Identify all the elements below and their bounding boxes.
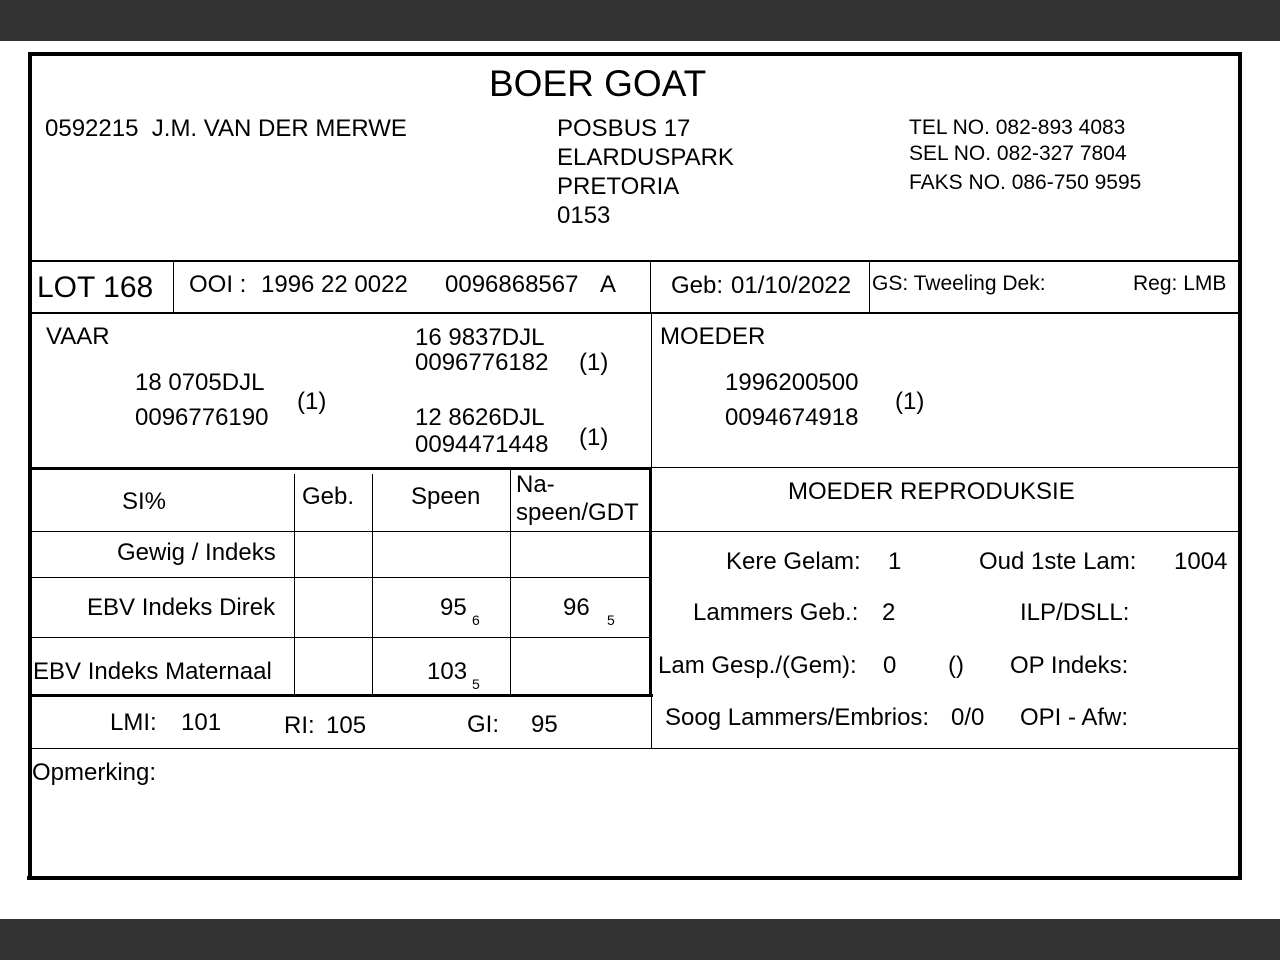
sire-id: 18 0705DJL bbox=[135, 369, 265, 396]
dam-number: 0094674918 bbox=[725, 404, 859, 431]
kere-gelam-label: Kere Gelam: bbox=[726, 548, 861, 575]
soog-lammers-label: Soog Lammers/Embrios: bbox=[665, 704, 930, 731]
soog-lammers-value: 0/0 bbox=[951, 704, 985, 731]
row-label-ebv-direk: EBV Indeks Direk bbox=[87, 594, 276, 621]
geb-label: Geb: bbox=[671, 272, 724, 299]
gs-cell-divider bbox=[869, 261, 870, 313]
address-line-2: ELARDUSPARK bbox=[557, 144, 734, 171]
si-bottom-line bbox=[31, 694, 653, 697]
direk-speen-value: 95 bbox=[440, 594, 467, 621]
si-col-divider-1 bbox=[294, 474, 295, 695]
ooi-number: 0096868567 bbox=[445, 271, 579, 298]
lammers-geb-label: Lammers Geb.: bbox=[693, 599, 859, 626]
owner-name: 0592215 J.M. VAN DER MERWE bbox=[45, 115, 407, 142]
sire-sire-number: 0096776182 bbox=[415, 349, 549, 376]
faks-number: FAKS NO. 086-750 9595 bbox=[909, 171, 1142, 194]
si-table-right-border bbox=[649, 469, 652, 696]
ooi-label: OOI : bbox=[189, 271, 247, 298]
direk-naspeen-sub: 5 bbox=[607, 612, 615, 628]
address-line-1: POSBUS 17 bbox=[557, 115, 691, 142]
ri-value: 105 bbox=[326, 712, 367, 739]
lmi-value: 101 bbox=[181, 709, 222, 736]
lam-gesp-value: 0 bbox=[883, 652, 897, 679]
sire-sire-count: (1) bbox=[579, 349, 609, 376]
op-indeks-label: OP Indeks: bbox=[1010, 652, 1129, 679]
si-row1-line bbox=[31, 577, 651, 578]
lot-cell-divider bbox=[173, 261, 174, 313]
opmerking-label: Opmerking: bbox=[32, 759, 157, 786]
row-label-ebv-maternaal: EBV Indeks Maternaal bbox=[33, 658, 272, 685]
divider-lot bbox=[31, 312, 1239, 314]
gi-label: GI: bbox=[467, 711, 500, 738]
divider-header bbox=[31, 260, 1239, 262]
vaar-label: VAAR bbox=[46, 323, 110, 350]
maternaal-speen-sub: 5 bbox=[472, 676, 480, 692]
si-col-divider-2 bbox=[372, 474, 373, 695]
col-header-geb: Geb. bbox=[302, 483, 355, 510]
col-header-naspeen-2: speen/GDT bbox=[516, 499, 639, 526]
divider-pedigree bbox=[31, 467, 652, 470]
row-label-gewig: Gewig / Indeks bbox=[117, 539, 276, 566]
sire-number: 0096776190 bbox=[135, 404, 269, 431]
address-line-4: 0153 bbox=[557, 202, 611, 229]
border-top bbox=[29, 52, 1242, 56]
sire-dam-number: 0094471448 bbox=[415, 431, 549, 458]
si-col-divider-3 bbox=[510, 469, 511, 695]
direk-naspeen-value: 96 bbox=[563, 594, 590, 621]
opi-afw-label: OPI - Afw: bbox=[1020, 704, 1129, 731]
dam-count: (1) bbox=[895, 388, 925, 415]
sire-dam-count: (1) bbox=[579, 424, 609, 451]
sire-sire-id: 16 9837DJL bbox=[415, 324, 545, 351]
page-title: BOER GOAT bbox=[489, 63, 707, 104]
border-right bbox=[1238, 52, 1242, 880]
ri-label: RI: bbox=[284, 712, 315, 739]
oud-1ste-lam-label: Oud 1ste Lam: bbox=[979, 548, 1137, 575]
reg-label: Reg: LMB bbox=[1133, 272, 1227, 295]
sel-number: SEL NO. 082-327 7804 bbox=[909, 142, 1127, 165]
kere-gelam-value: 1 bbox=[888, 548, 902, 575]
address-line-3: PRETORIA bbox=[557, 173, 680, 200]
direk-speen-sub: 6 bbox=[472, 612, 480, 628]
oud-1ste-lam-value: 1004 bbox=[1174, 548, 1228, 575]
lam-gem-value: () bbox=[948, 652, 964, 679]
border-bottom bbox=[27, 876, 1242, 880]
col-header-naspeen-1: Na- bbox=[516, 471, 555, 498]
sire-count: (1) bbox=[297, 388, 327, 415]
lot-label: LOT 168 bbox=[37, 271, 154, 304]
moeder-label: MOEDER bbox=[660, 323, 766, 350]
col-header-speen: Speen bbox=[411, 483, 481, 510]
border-left bbox=[28, 52, 32, 880]
ilp-dsll-label: ILP/DSLL: bbox=[1020, 599, 1130, 626]
si-header-line bbox=[31, 531, 1239, 532]
gi-value: 95 bbox=[531, 711, 558, 738]
maternaal-speen-value: 103 bbox=[427, 658, 468, 685]
si-row2-line bbox=[31, 637, 651, 638]
geb-date: 01/10/2022 bbox=[731, 272, 852, 299]
ooi-id: 1996 22 0022 bbox=[261, 271, 408, 298]
lmi-label: LMI: bbox=[110, 709, 157, 736]
repro-title: MOEDER REPRODUKSIE bbox=[788, 478, 1075, 505]
tel-number: TEL NO. 082-893 4083 bbox=[909, 116, 1126, 139]
lammers-geb-value: 2 bbox=[882, 599, 896, 626]
divider-indices bbox=[31, 748, 1239, 749]
dam-id: 1996200500 bbox=[725, 369, 859, 396]
lam-gesp-label: Lam Gesp./(Gem): bbox=[658, 652, 857, 679]
gs-tweeling: GS: Tweeling Dek: bbox=[872, 272, 1046, 295]
divider-pedigree-right bbox=[651, 467, 1239, 468]
ooi-class: A bbox=[600, 271, 617, 298]
bottom-bar bbox=[0, 919, 1280, 960]
sire-dam-id: 12 8626DJL bbox=[415, 404, 545, 431]
geb-cell-divider bbox=[650, 261, 651, 313]
top-bar bbox=[0, 0, 1280, 41]
si-corner-label: SI% bbox=[122, 488, 167, 515]
